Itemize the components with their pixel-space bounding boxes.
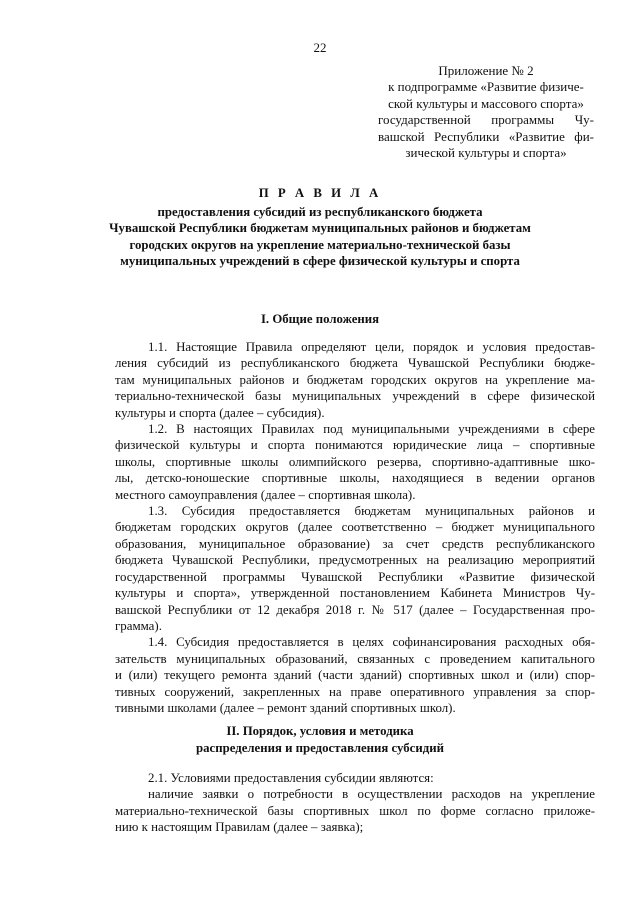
page-number: 22	[313, 40, 327, 55]
section-2-body	[115, 770, 595, 836]
appendix-line: к подпрограмме «Развитие физиче-	[388, 79, 584, 95]
paragraph-1-2	[115, 421, 595, 503]
text-line: 2.1. Условиями предоставления субсидии являются:	[148, 771, 434, 785]
text-line: 1.4. Субсидия предоставляется в целях софинансирования расходных обя-	[148, 635, 595, 650]
text-line: там муниципальных районов и бюджетам городских округов на укрепление ма-	[115, 372, 595, 387]
text-line: грамма).	[115, 618, 162, 633]
section-2-heading-line: II. Порядок, условия и методика	[226, 724, 414, 738]
paragraph-1-4	[115, 634, 595, 716]
text-line: ления субсидий из республиканского бюджета Чувашской Республики бюдже-	[115, 356, 595, 371]
paragraph-1-1	[115, 339, 595, 421]
appendix-line: зической культуры и спорта»	[405, 145, 567, 161]
text-line: зательств муниципальных образований, связанных с проведением капитального	[115, 651, 595, 666]
section-1-heading	[60, 311, 580, 328]
text-line: местного самоуправления (далее – спортивная школа).	[115, 487, 416, 502]
text-line: нию к настоящим Правилам (далее – заявка);	[115, 820, 364, 835]
appendix-line: государственной программы Чу-	[378, 112, 594, 128]
text-line: культуры и спорта (далее – субсидия).	[115, 405, 325, 420]
paragraph-2-1-a	[115, 786, 595, 835]
text-line: вашской Республики от 12 декабря 2018 г. № 517 (далее – Государственная про-	[115, 602, 595, 617]
text-line: и (или) текущего ремонта зданий (части зданий) спортивных школ и (или) спор-	[115, 668, 595, 683]
paragraph-2-1	[115, 770, 595, 786]
text-line: государственной программы Чувашской Республики «Развитие физической	[115, 569, 595, 584]
section-1-heading-text: I. Общие положения	[260, 312, 380, 326]
text-line: школы, спортивные школы олимпийского резерва, спортивно-адаптивные шко-	[115, 454, 595, 469]
paragraph-1-3	[115, 503, 595, 634]
document-title	[60, 185, 580, 270]
title-line: городских округов на укрепление материально-технической базы	[129, 237, 511, 252]
text-line: бюджетам городских округов (далее соответственно – бюджет муниципального	[115, 520, 595, 535]
text-line: 1.1. Настоящие Правила определяют цели, порядок и условия предостав-	[148, 340, 595, 354]
text-line: бюджета Чувашской Республики, предусмотренных на реализацию мероприятий	[115, 553, 595, 568]
text-line: тивными школами (далее – ремонт зданий спортивных школ).	[115, 700, 456, 715]
title-line: Чувашской Республики бюджетам муниципальных районов и бюджетам	[109, 221, 531, 236]
text-line: образования, муниципальное образование) за счет средств республиканского	[115, 536, 595, 551]
appendix-line: вашской Республики «Развитие фи-	[378, 128, 594, 144]
section-1-body	[115, 339, 595, 716]
text-line: физической культуры и спорта понимаются юридические лица – спортивные	[115, 438, 595, 453]
appendix-line: ской культуры и массового спорта»	[388, 95, 584, 111]
appendix-note	[378, 63, 594, 161]
title-line: муниципальных учреждений в сфере физической культуры и спорта	[120, 254, 520, 269]
section-2-heading	[60, 723, 580, 756]
appendix-title: Приложение № 2	[438, 63, 534, 78]
text-line: культуры и спорта», утвержденной постановлением Кабинета Министров Чу-	[115, 586, 595, 601]
text-line: материально-технической базы спортивных школ по форме согласно приложе-	[115, 803, 595, 818]
text-line: 1.2. В настоящих Правилах под муниципальными учреждениями в сфере	[148, 422, 595, 437]
title-heading: П Р А В И Л А	[258, 186, 382, 200]
text-line: тивных сооружений, закрепленных на праве оперативного управления за спор-	[115, 684, 595, 699]
text-line: лы, детско-юношеские спортивные школы, находящиеся в ведении органов	[115, 471, 595, 486]
text-line: наличие заявки о потребности в осуществлении расходов на укрепление	[148, 787, 595, 802]
section-2-heading-line: распределения и предоставления субсидий	[196, 740, 444, 755]
title-line: предоставления субсидий из республиканского бюджета	[157, 204, 483, 219]
text-line: 1.3. Субсидия предоставляется бюджетам муниципальных районов и	[148, 504, 595, 519]
text-line: териально-технической базы муниципальных учреждений в сфере физической	[115, 389, 595, 404]
